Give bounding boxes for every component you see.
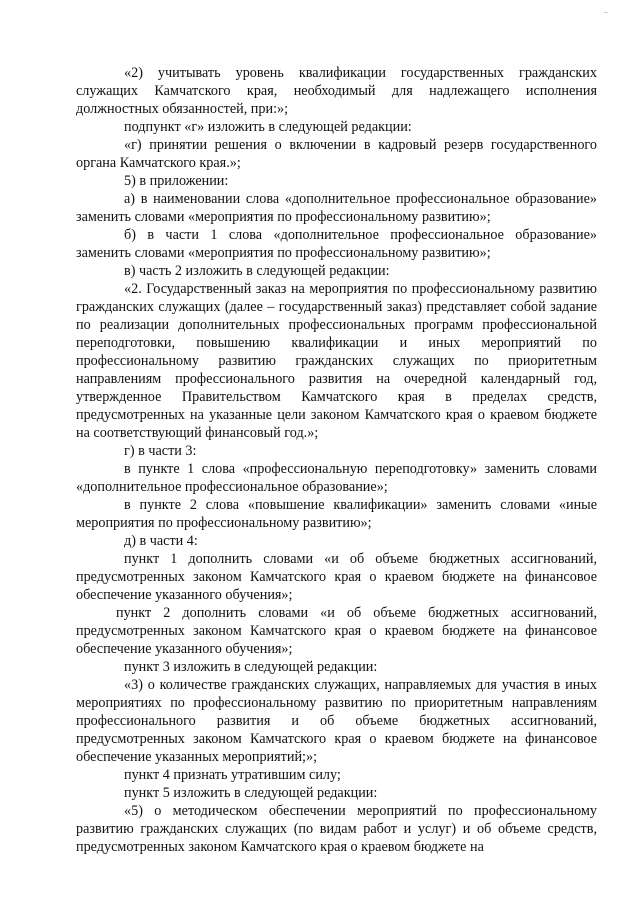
paragraph: в) часть 2 изложить в следующей редакции:	[124, 263, 390, 279]
paragraph: «2. Государственный заказ на мероприятия по профессиональному развитию гражданских служащих (далее – государственный заказ) представляет собой задание по реализации дополнительных профессиональных программ профессиональной переподготовки, повышению квалификации и иных мероприятий по профессиональному развитию гражданских служащих по приоритетным направлениям профессионального развития на очередной календарный год, утвержденное Правительством Камчатского края в пределах средств, предусмотренных на указанные цели законом Камчатского края о краевом бюджете на соответствующий финансовый год.»;	[76, 281, 597, 441]
paragraph: «3) о количестве гражданских служащих, направляемых для участия в иных мероприятиях по профессиональному развитию по приоритетным направлениям профессионального развития и об объеме бюджетных ассигнований, предусмотренных законом Камчатского края о краевом бюджете на финансовое обеспечение указанных мероприятий;»;	[76, 677, 597, 765]
paragraph: г) в части 3:	[124, 443, 197, 459]
paragraph: в пункте 1 слова «профессиональную переподготовку» заменить словами «дополнительное профессиональное образование»;	[76, 461, 597, 495]
paragraph: 5) в приложении:	[124, 173, 229, 189]
paragraph: пункт 3 изложить в следующей редакции:	[124, 659, 378, 675]
paragraph: пункт 4 признать утратившим силу;	[124, 767, 341, 783]
paragraph: а) в наименовании слова «дополнительное профессиональное образование» заменить словами «мероприятия по профессиональному развитию»;	[76, 191, 597, 225]
scan-mark	[604, 12, 608, 16]
paragraph: «г) принятии решения о включении в кадровый резерв государственного органа Камчатского края.»;	[76, 137, 597, 171]
paragraph: пункт 5 изложить в следующей редакции:	[124, 785, 378, 801]
paragraph: пункт 1 дополнить словами «и об объеме бюджетных ассигнований, предусмотренных законом Камчатского края о краевом бюджете на финансовое обеспечение указанного обучения»;	[76, 551, 597, 603]
paragraph: «5) о методическом обеспечении мероприятий по профессиональному развитию гражданских служащих (по видам работ и услуг) и об объеме средств, предусмотренных законом Камчатского края о краевом бюджете на	[76, 803, 597, 855]
paragraph: «2) учитывать уровень квалификации государственных гражданских служащих Камчатского края, необходимый для надлежащего исполнения должностных обязанностей, при:»;	[76, 65, 597, 117]
paragraph: пункт 2 дополнить словами «и об объеме бюджетных ассигнований, предусмотренных законом Камчатского края о краевом бюджете на финансовое обеспечение указанного обучения»;	[76, 605, 597, 657]
paragraph: б) в части 1 слова «дополнительное профессиональное образование» заменить словами «мероприятия по профессиональному развитию»;	[76, 227, 597, 261]
paragraph: в пункте 2 слова «повышение квалификации» заменить словами «иные мероприятия по профессиональному развитию»;	[76, 497, 597, 531]
document-body	[76, 64, 597, 856]
paragraph: подпункт «г» изложить в следующей редакции:	[124, 119, 412, 135]
paragraph: д) в части 4:	[124, 533, 198, 549]
